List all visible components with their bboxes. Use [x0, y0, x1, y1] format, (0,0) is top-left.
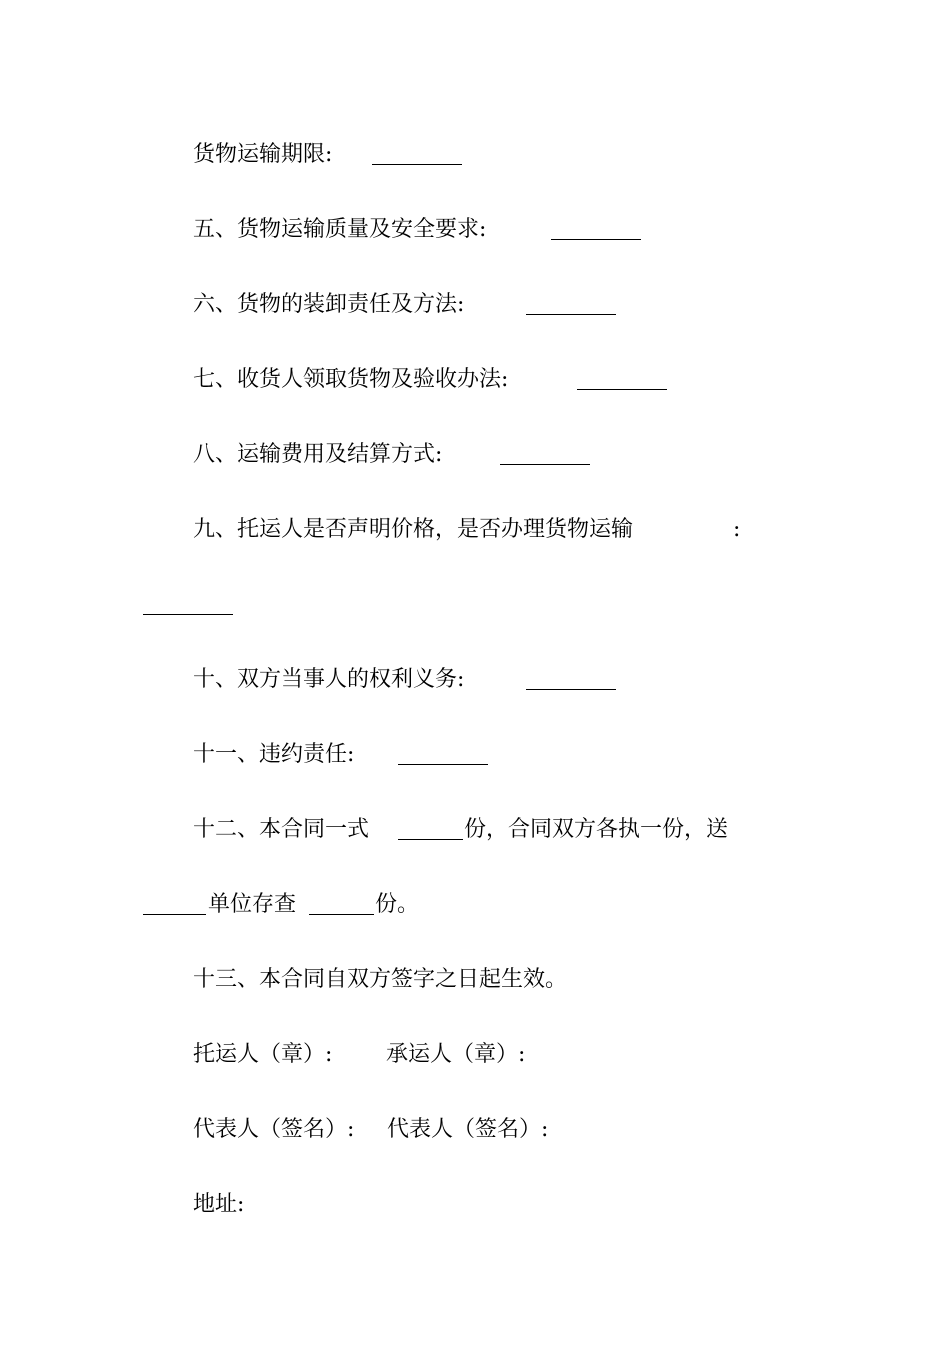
- line-text: 六、货物的装卸责任及方法:: [193, 292, 465, 317]
- line-effective: [193, 965, 567, 995]
- line-text: 代表人（签名）:: [193, 1117, 355, 1142]
- blank-filing-unit[interactable]: [143, 914, 206, 915]
- line-text: 地址:: [193, 1192, 245, 1217]
- line-copies-a: [193, 815, 369, 845]
- line-copies-b: [464, 815, 728, 845]
- line-text: 代表人（签名）:: [387, 1117, 549, 1142]
- line-carrier-representative: [387, 1115, 548, 1145]
- blank-quality-safety[interactable]: [551, 239, 641, 240]
- line-text: 托运人（章）:: [193, 1042, 333, 1067]
- line-text: 十、双方当事人的权利义务:: [193, 667, 465, 692]
- line-loading-responsibility: [193, 290, 464, 320]
- line-text: 份。: [375, 892, 420, 917]
- line-text: 承运人（章）:: [386, 1042, 526, 1067]
- line-text: 十一、违约责任:: [193, 742, 355, 767]
- line-text: 十三、本合同自双方签字之日起生效。: [193, 967, 568, 992]
- line-filing-a: [208, 890, 296, 920]
- line-address: [193, 1190, 244, 1220]
- line-text: 五、货物运输质量及安全要求:: [193, 217, 487, 242]
- colon: :: [733, 517, 741, 542]
- line-receiving-method: [193, 365, 508, 395]
- line-shipper-seal: [193, 1040, 332, 1070]
- blank-filing-count[interactable]: [309, 914, 374, 915]
- line-transport-period: [193, 140, 332, 170]
- blank-breach-liability[interactable]: [398, 764, 488, 765]
- line-text: 七、收货人领取货物及验收办法:: [193, 367, 509, 392]
- line-text: 份，合同双方各执一份，送: [464, 817, 729, 842]
- line-declared-price-colon: [733, 515, 740, 545]
- line-carrier-seal: [386, 1040, 525, 1070]
- line-text: 货物运输期限:: [193, 142, 333, 167]
- blank-fee-settlement[interactable]: [500, 464, 590, 465]
- blank-declared-price[interactable]: [143, 614, 233, 615]
- line-fee-settlement: [193, 440, 442, 470]
- line-breach-liability: [193, 740, 354, 770]
- line-declared-price: [193, 515, 633, 545]
- line-quality-safety: [193, 215, 486, 245]
- blank-transport-period[interactable]: [372, 164, 462, 165]
- line-shipper-representative: [193, 1115, 354, 1145]
- blank-loading-responsibility[interactable]: [526, 314, 616, 315]
- line-text: 九、托运人是否声明价格，是否办理货物运输: [193, 517, 634, 542]
- blank-copy-count[interactable]: [398, 839, 463, 840]
- line-text: 八、运输费用及结算方式:: [193, 442, 443, 467]
- blank-receiving-method[interactable]: [577, 389, 667, 390]
- line-text: 十二、本合同一式: [193, 817, 370, 842]
- line-filing-b: [375, 890, 419, 920]
- blank-rights-obligations[interactable]: [526, 689, 616, 690]
- line-text: 单位存查: [208, 892, 297, 917]
- line-rights-obligations: [193, 665, 464, 695]
